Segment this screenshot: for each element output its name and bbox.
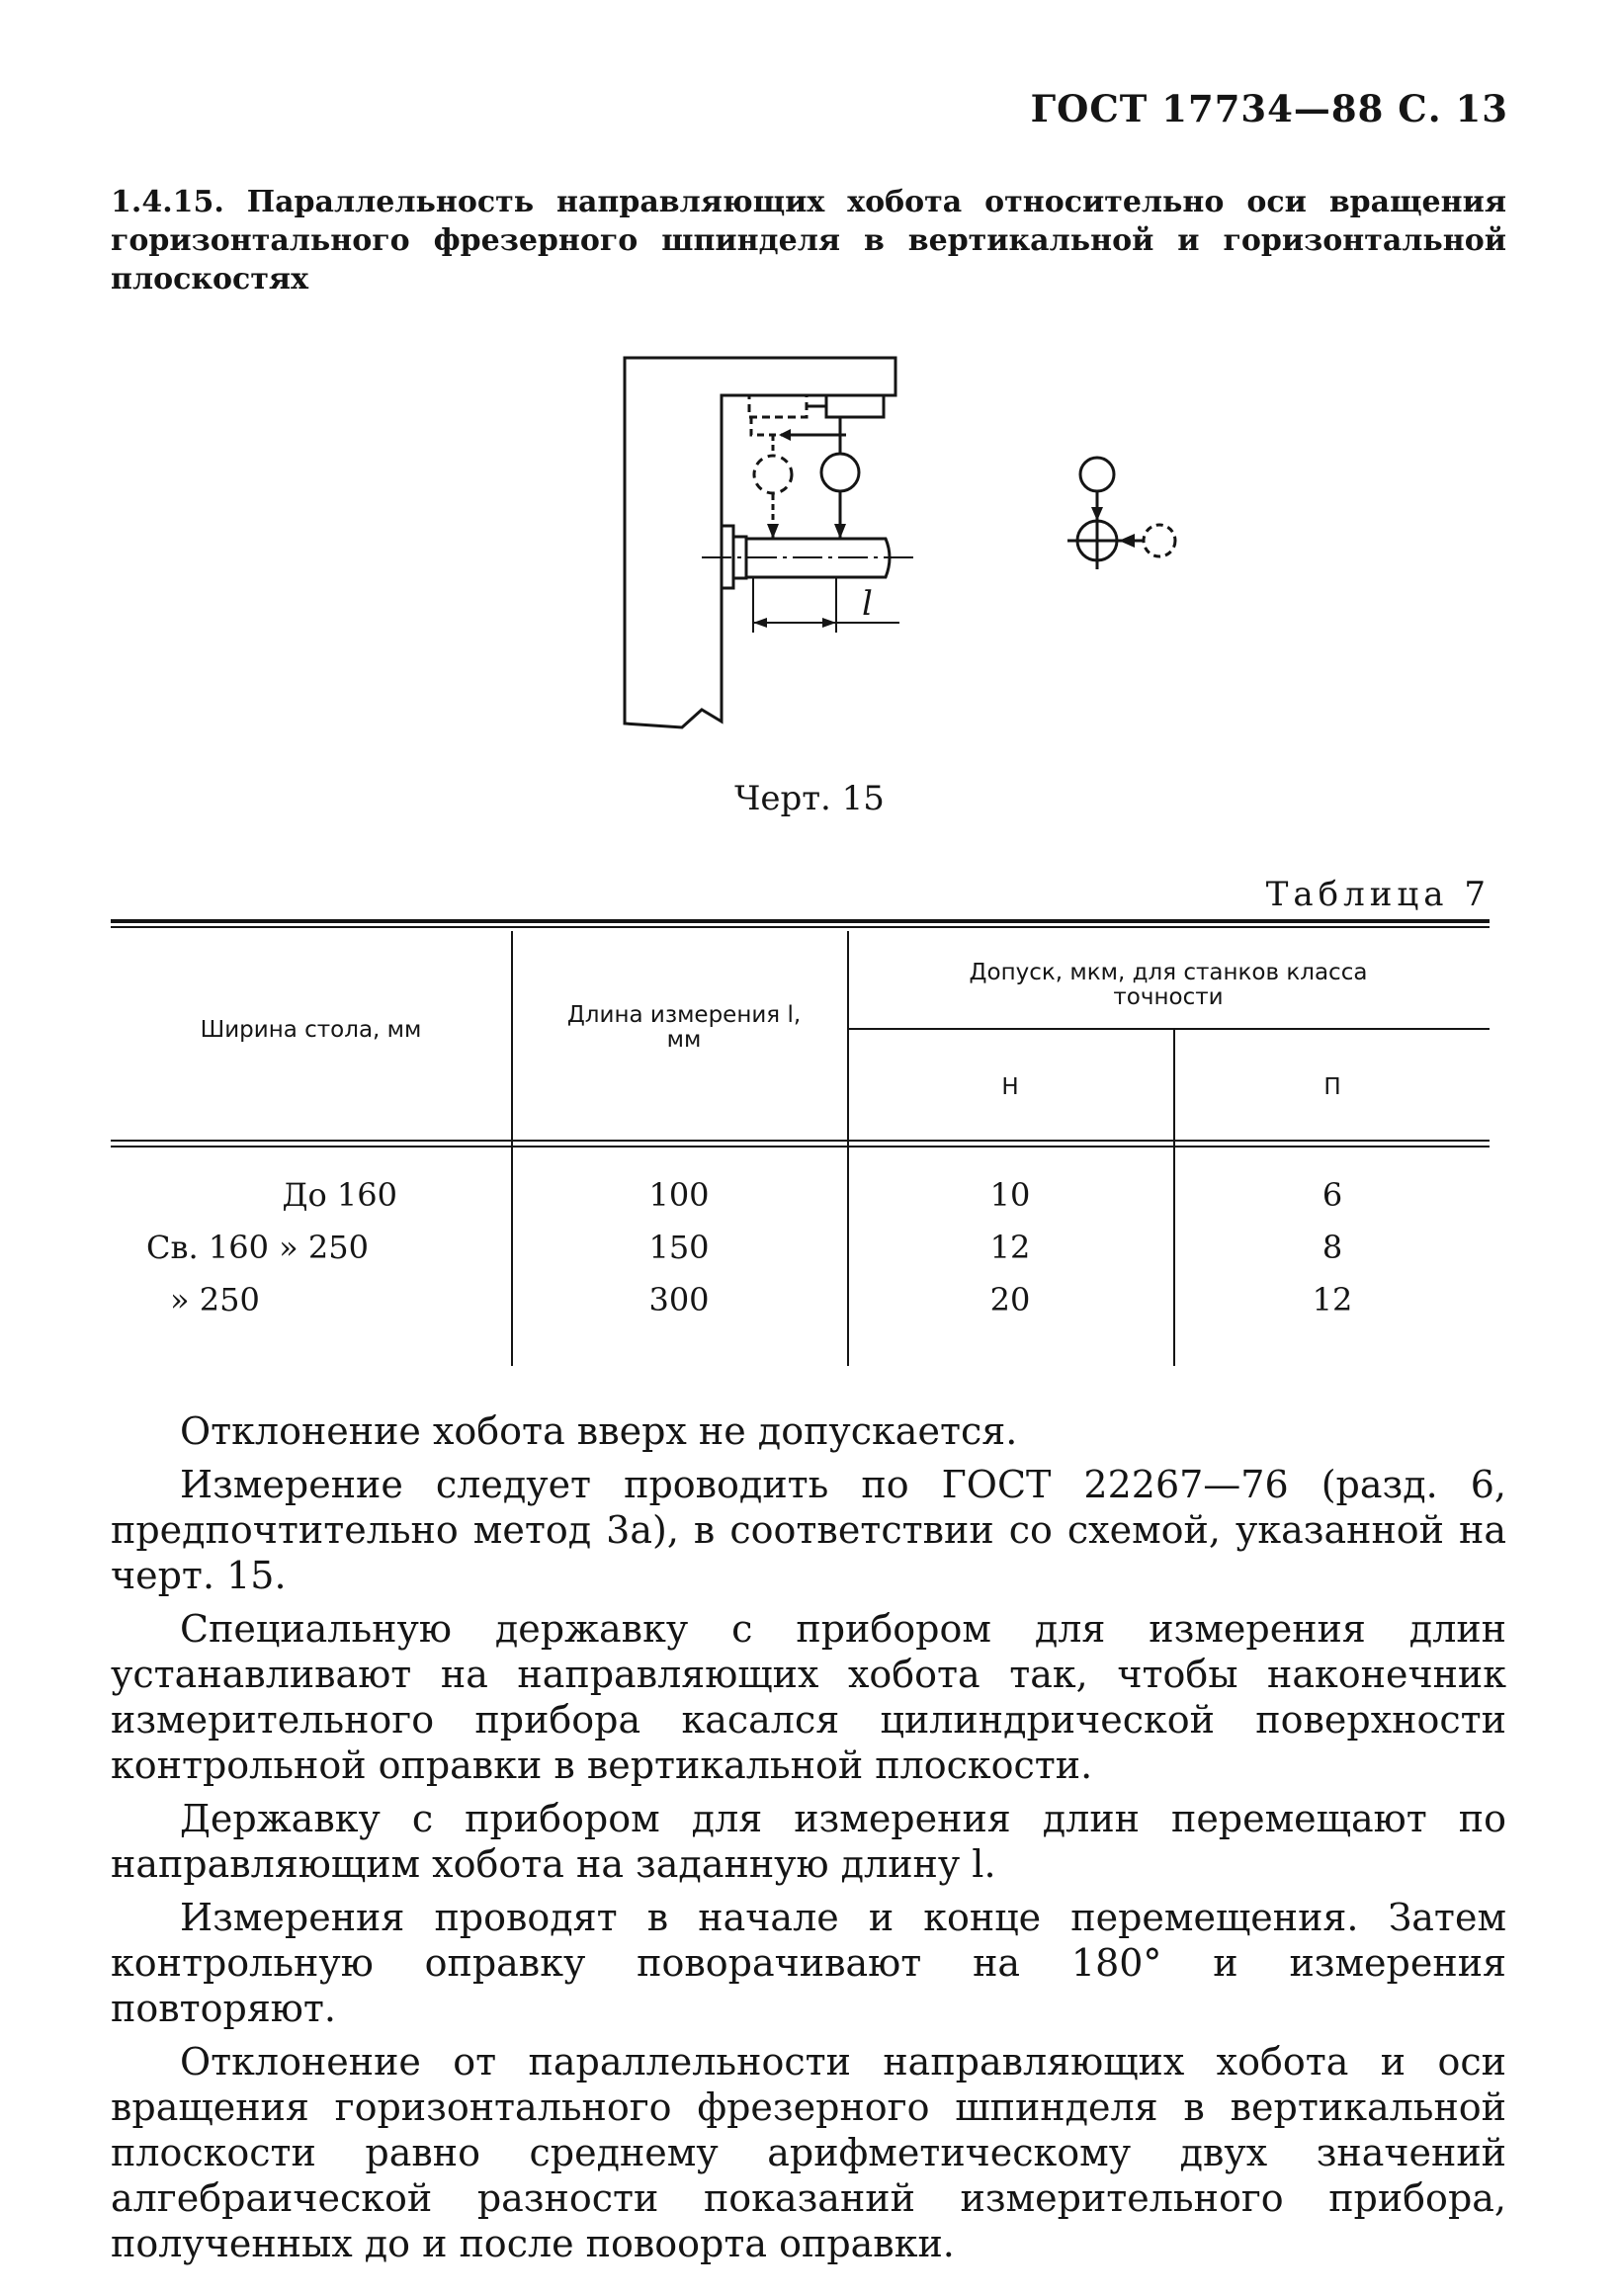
section-title: 1.4.15. Параллельность направляющих хобота относительно оси вращения горизонтального фрезерного шпинделя в вертикальной и горизонтальной плоскостях [111, 185, 1506, 297]
body-text [111, 1408, 1506, 2274]
row-2-tolerance-n: 12 [989, 1229, 1031, 1266]
header-tolerance: Допуск, мкм, для станков класса точности [969, 960, 1368, 1010]
row-3-tolerance-p: 12 [1312, 1281, 1353, 1318]
paragraph: Державку с прибором для измерения длин перемещают по направляющим хобота на заданную длину l. [111, 1797, 1506, 1886]
table-caption: Таблица 7 [1265, 875, 1491, 914]
paragraph: Отклонение хобота вверх не допускается. [180, 1409, 1018, 1453]
header-class-n: Н [1001, 1074, 1019, 1100]
page-header: ГОСТ 17734—88 С. 13 [1030, 87, 1508, 130]
header-class-p: П [1323, 1074, 1341, 1100]
indicator-dashed [754, 456, 792, 493]
row-2-length: 150 [648, 1229, 710, 1266]
cross-section-indicator-dashed [1144, 525, 1175, 556]
row-3-tolerance-n: 20 [989, 1281, 1031, 1318]
paragraph: Специальную державку с прибором для измерения длин устанавливают на направляющих хобота так, чтобы наконечник измерительного прибора касался цилиндрической поверхности контрольной оправки в вертикальной плоскости. [111, 1607, 1506, 1787]
row-2-width: Св. 160 » 250 [146, 1229, 369, 1266]
row-1-tolerance-p: 6 [1321, 1176, 1343, 1214]
row-3-width: » 250 [170, 1281, 260, 1318]
row-1-tolerance-n: 10 [989, 1176, 1031, 1214]
holder-dashed [749, 395, 807, 417]
row-2-tolerance-p: 8 [1321, 1229, 1343, 1266]
dimension-label: l [862, 584, 873, 624]
figure-caption: Черт. 15 [734, 779, 885, 818]
paragraph: Измерение следует проводить по ГОСТ 22267—76 (разд. 6, предпочтительно метод 3а), в соответствии со схемой, указанной на черт. 15. [111, 1463, 1506, 1597]
table-7 [111, 919, 1490, 1369]
row-1-width: До 160 [282, 1176, 397, 1214]
holder-solid [826, 395, 884, 417]
indicator-solid [821, 454, 859, 491]
figure-15-drawing [603, 336, 1196, 751]
paragraph: Отклонение от параллельности направляющих хобота и оси вращения горизонтального фрезерного шпинделя в вертикальной плоскости равно среднему арифметическому двух значений алгебраической разности показаний измерительного прибора, полученных до и после повоорта оправки. [111, 2040, 1506, 2265]
cross-section-indicator-top [1080, 458, 1114, 491]
overarm-outline [625, 358, 895, 727]
row-3-length: 300 [648, 1281, 710, 1318]
header-measure-length: Длина измерения l, мм [566, 1002, 802, 1053]
row-1-length: 100 [648, 1176, 710, 1214]
header-table-width: Ширина стола, мм [200, 1017, 422, 1043]
paragraph: Измерения проводят в начале и конце перемещения. Затем контрольную оправку поворачивают на 180° и измерения повторяют. [111, 1896, 1506, 2030]
